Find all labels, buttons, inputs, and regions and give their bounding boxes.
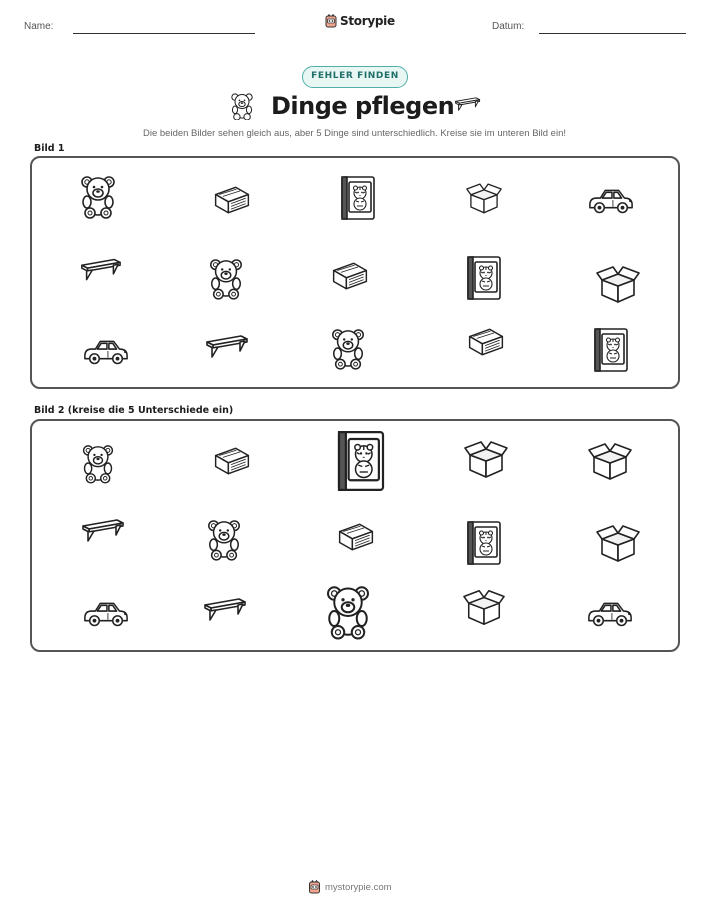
picture-1-item-tiger-book[interactable] <box>464 254 504 302</box>
picture-1-item-teddy-bear[interactable] <box>78 174 118 218</box>
name-label: Name: <box>24 21 54 32</box>
cardboard-box-icon <box>464 439 508 479</box>
picture-2-item-teddy-bear[interactable] <box>323 578 373 644</box>
teddy-bear-icon <box>329 326 367 370</box>
wooden-block-icon <box>212 446 252 476</box>
picture-1-item-toy-car[interactable] <box>587 185 635 215</box>
picture-1-frame <box>30 156 680 389</box>
brand-name: Storypie <box>340 14 395 28</box>
picture-2-item-cardboard-box[interactable] <box>596 523 640 563</box>
wooden-block-icon <box>330 261 370 291</box>
date-line[interactable] <box>539 33 686 34</box>
teddy-bear-icon <box>323 578 373 644</box>
picture-1-item-wall-shelf[interactable] <box>78 256 122 286</box>
toy-car-icon <box>82 598 130 628</box>
wooden-block-icon <box>466 327 506 357</box>
wooden-block-icon <box>336 522 376 552</box>
picture-2-item-wooden-block[interactable] <box>336 522 376 552</box>
storypie-mascot-icon <box>325 14 337 28</box>
picture-2-item-teddy-bear[interactable] <box>205 517 243 561</box>
picture-1-item-teddy-bear[interactable] <box>207 256 245 300</box>
tiger-book-icon <box>591 326 631 374</box>
picture-1-item-wooden-block[interactable] <box>466 327 506 357</box>
picture-1-item-cardboard-box[interactable] <box>596 264 640 304</box>
picture-1-item-tiger-book[interactable] <box>338 174 378 222</box>
tiger-book-icon <box>464 519 504 567</box>
date-label: Datum: <box>492 21 525 32</box>
picture-1-item-toy-car[interactable] <box>82 336 130 366</box>
picture-1-label: Bild 1 <box>34 143 65 154</box>
picture-2-frame <box>30 419 680 652</box>
cardboard-box-icon <box>466 180 502 216</box>
teddy-bear-icon <box>78 174 118 218</box>
picture-2-item-wooden-block[interactable] <box>212 446 252 476</box>
teddy-bear-icon <box>80 441 116 485</box>
cardboard-box-icon <box>588 441 632 481</box>
picture-2-canvas[interactable] <box>32 421 678 650</box>
picture-1-item-cardboard-box[interactable] <box>466 180 502 216</box>
picture-2-item-wall-shelf[interactable] <box>79 517 125 547</box>
footer-url[interactable]: mystorypie.com <box>325 881 392 893</box>
picture-1-item-wooden-block[interactable] <box>330 261 370 291</box>
wall-shelf-icon <box>451 96 483 114</box>
cardboard-box-icon <box>463 587 505 627</box>
teddy-bear-icon <box>229 92 255 120</box>
tiger-book-icon <box>338 174 378 222</box>
page-title: Dinge pflegen <box>271 92 455 120</box>
picture-2-item-cardboard-box[interactable] <box>463 587 505 627</box>
instructions-text: Die beiden Bilder sehen gleich aus, aber 5 Dinge sind unterschiedlich. Kreise sie im unteren Bild ein! <box>143 128 566 139</box>
wall-shelf-icon <box>201 596 247 626</box>
picture-2-item-toy-car[interactable] <box>82 598 130 628</box>
storypie-mascot-icon <box>308 880 321 894</box>
toy-car-icon <box>587 185 635 215</box>
wall-shelf-icon <box>203 333 249 363</box>
cardboard-box-icon <box>596 264 640 304</box>
teddy-bear-icon <box>205 517 243 561</box>
picture-2-item-toy-car[interactable] <box>586 598 634 628</box>
worksheet-type-badge: FEHLER FINDEN <box>302 66 408 88</box>
picture-2-item-cardboard-box[interactable] <box>588 441 632 481</box>
picture-1-canvas[interactable] <box>32 158 678 387</box>
tiger-book-icon <box>464 254 504 302</box>
toy-car-icon <box>82 336 130 366</box>
cardboard-box-icon <box>596 523 640 563</box>
picture-2-item-tiger-book[interactable] <box>331 428 391 494</box>
wall-shelf-icon <box>79 517 125 547</box>
picture-2-item-teddy-bear[interactable] <box>80 441 116 485</box>
picture-2-item-cardboard-box[interactable] <box>464 439 508 479</box>
picture-1-item-wooden-block[interactable] <box>212 185 252 215</box>
tiger-book-icon <box>331 428 391 494</box>
teddy-bear-icon <box>207 256 245 300</box>
name-line[interactable] <box>73 33 255 34</box>
picture-1-item-teddy-bear[interactable] <box>329 326 367 370</box>
wooden-block-icon <box>212 185 252 215</box>
picture-2-item-wall-shelf[interactable] <box>201 596 247 626</box>
picture-2-item-tiger-book[interactable] <box>464 519 504 567</box>
wall-shelf-icon <box>78 256 122 286</box>
picture-1-item-tiger-book[interactable] <box>591 326 631 374</box>
toy-car-icon <box>586 598 634 628</box>
footer <box>308 880 392 894</box>
picture-2-label: Bild 2 (kreise die 5 Unterschiede ein) <box>34 405 234 416</box>
picture-1-item-wall-shelf[interactable] <box>203 333 249 363</box>
brand-logo <box>325 14 395 28</box>
